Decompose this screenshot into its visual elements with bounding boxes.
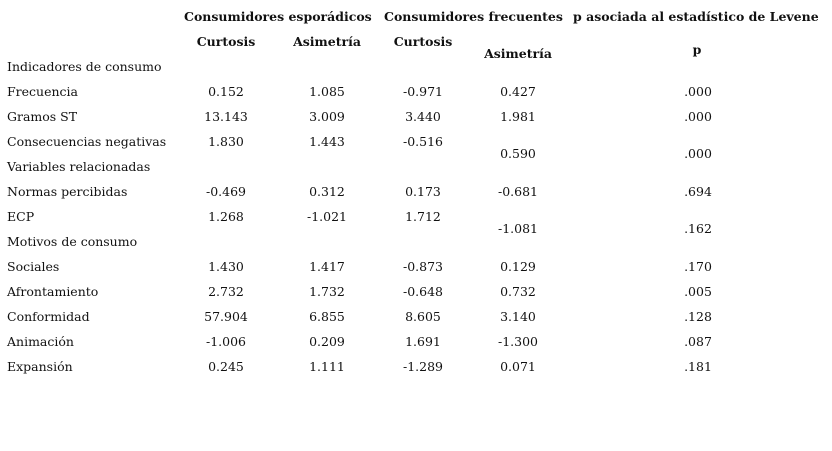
row-label: Animación [7,334,74,349]
cell-levene-p: .087 [684,334,712,349]
cell-kurtosis-frequent: -1.289 [402,359,444,374]
cell-kurtosis-frequent: -0.971 [402,84,444,99]
row-label: Afrontamiento [7,284,99,299]
cell-skewness-frequent: 0.071 [500,359,536,374]
section-label: Indicadores de consumo [7,59,162,74]
cell-kurtosis-sporadic: 13.143 [204,109,248,124]
cell-kurtosis-frequent: 1.691 [405,334,441,349]
cell-skewness-sporadic: 1.417 [309,259,345,274]
cell-kurtosis-sporadic: 1.268 [208,209,244,224]
cell-levene-p: .162 [684,221,712,236]
cell-skewness-sporadic: 1.732 [309,284,345,299]
cell-levene-p: .181 [684,359,712,374]
cell-skewness-frequent: 1.981 [500,109,536,124]
cell-kurtosis-sporadic: -1.006 [205,334,247,349]
cell-kurtosis-frequent: -0.648 [402,284,444,299]
cell-levene-p: .000 [684,146,712,161]
cell-skewness-frequent: -1.081 [497,221,539,236]
cell-kurtosis-sporadic: -0.469 [205,184,247,199]
subheader-skewness-frequent: Asimetría [484,46,552,61]
subheader-kurtosis-sporadic: Curtosis [196,34,256,49]
row-label: Conformidad [7,309,90,324]
cell-kurtosis-sporadic: 0.152 [208,84,244,99]
cell-kurtosis-frequent: 0.173 [405,184,441,199]
subheader-skewness-sporadic: Asimetría [293,34,361,49]
cell-skewness-frequent: 0.129 [500,259,536,274]
row-label: Sociales [7,259,60,274]
row-label: Frecuencia [7,84,78,99]
cell-skewness-sporadic: 1.443 [309,134,345,149]
cell-skewness-sporadic: -1.021 [306,209,348,224]
cell-skewness-sporadic: 6.855 [309,309,345,324]
cell-kurtosis-frequent: -0.873 [402,259,444,274]
cell-kurtosis-frequent: 1.712 [405,209,441,224]
cell-levene-p: .170 [684,259,712,274]
cell-skewness-frequent: 0.732 [500,284,536,299]
header-sporadic-consumers: Consumidores esporádicos [184,9,372,24]
header-levene-p: p asociada al estadístico de Levene [573,9,819,24]
cell-skewness-sporadic: 0.209 [309,334,345,349]
header-frequent-consumers: Consumidores frecuentes [384,9,563,24]
cell-kurtosis-frequent: -0.516 [402,134,444,149]
row-label: ECP [7,209,35,224]
cell-skewness-sporadic: 1.085 [309,84,345,99]
cell-kurtosis-sporadic: 2.732 [208,284,244,299]
cell-skewness-sporadic: 0.312 [309,184,345,199]
cell-levene-p: .128 [684,309,712,324]
cell-levene-p: .000 [684,109,712,124]
cell-skewness-frequent: 0.590 [500,146,536,161]
cell-levene-p: .005 [684,284,712,299]
cell-kurtosis-sporadic: 57.904 [204,309,248,324]
row-label: Normas percibidas [7,184,128,199]
cell-skewness-frequent: -0.681 [497,184,539,199]
cell-skewness-sporadic: 1.111 [309,359,345,374]
cell-kurtosis-frequent: 3.440 [405,109,441,124]
subheader-kurtosis-frequent: Curtosis [393,34,453,49]
row-label: Gramos ST [7,109,78,124]
cell-kurtosis-sporadic: 0.245 [208,359,244,374]
cell-skewness-frequent: 0.427 [500,84,536,99]
subheader-p: p [692,42,702,57]
cell-kurtosis-frequent: 8.605 [405,309,441,324]
cell-kurtosis-sporadic: 1.430 [208,259,244,274]
cell-skewness-frequent: 3.140 [500,309,536,324]
cell-kurtosis-sporadic: 1.830 [208,134,244,149]
cell-skewness-frequent: -1.300 [497,334,539,349]
cell-skewness-sporadic: 3.009 [309,109,345,124]
row-label: Expansión [7,359,73,374]
section-label: Variables relacionadas [7,159,151,174]
cell-levene-p: .000 [684,84,712,99]
cell-levene-p: .694 [684,184,712,199]
row-label: Consecuencias negativas [7,134,167,149]
section-label: Motivos de consumo [7,234,138,249]
